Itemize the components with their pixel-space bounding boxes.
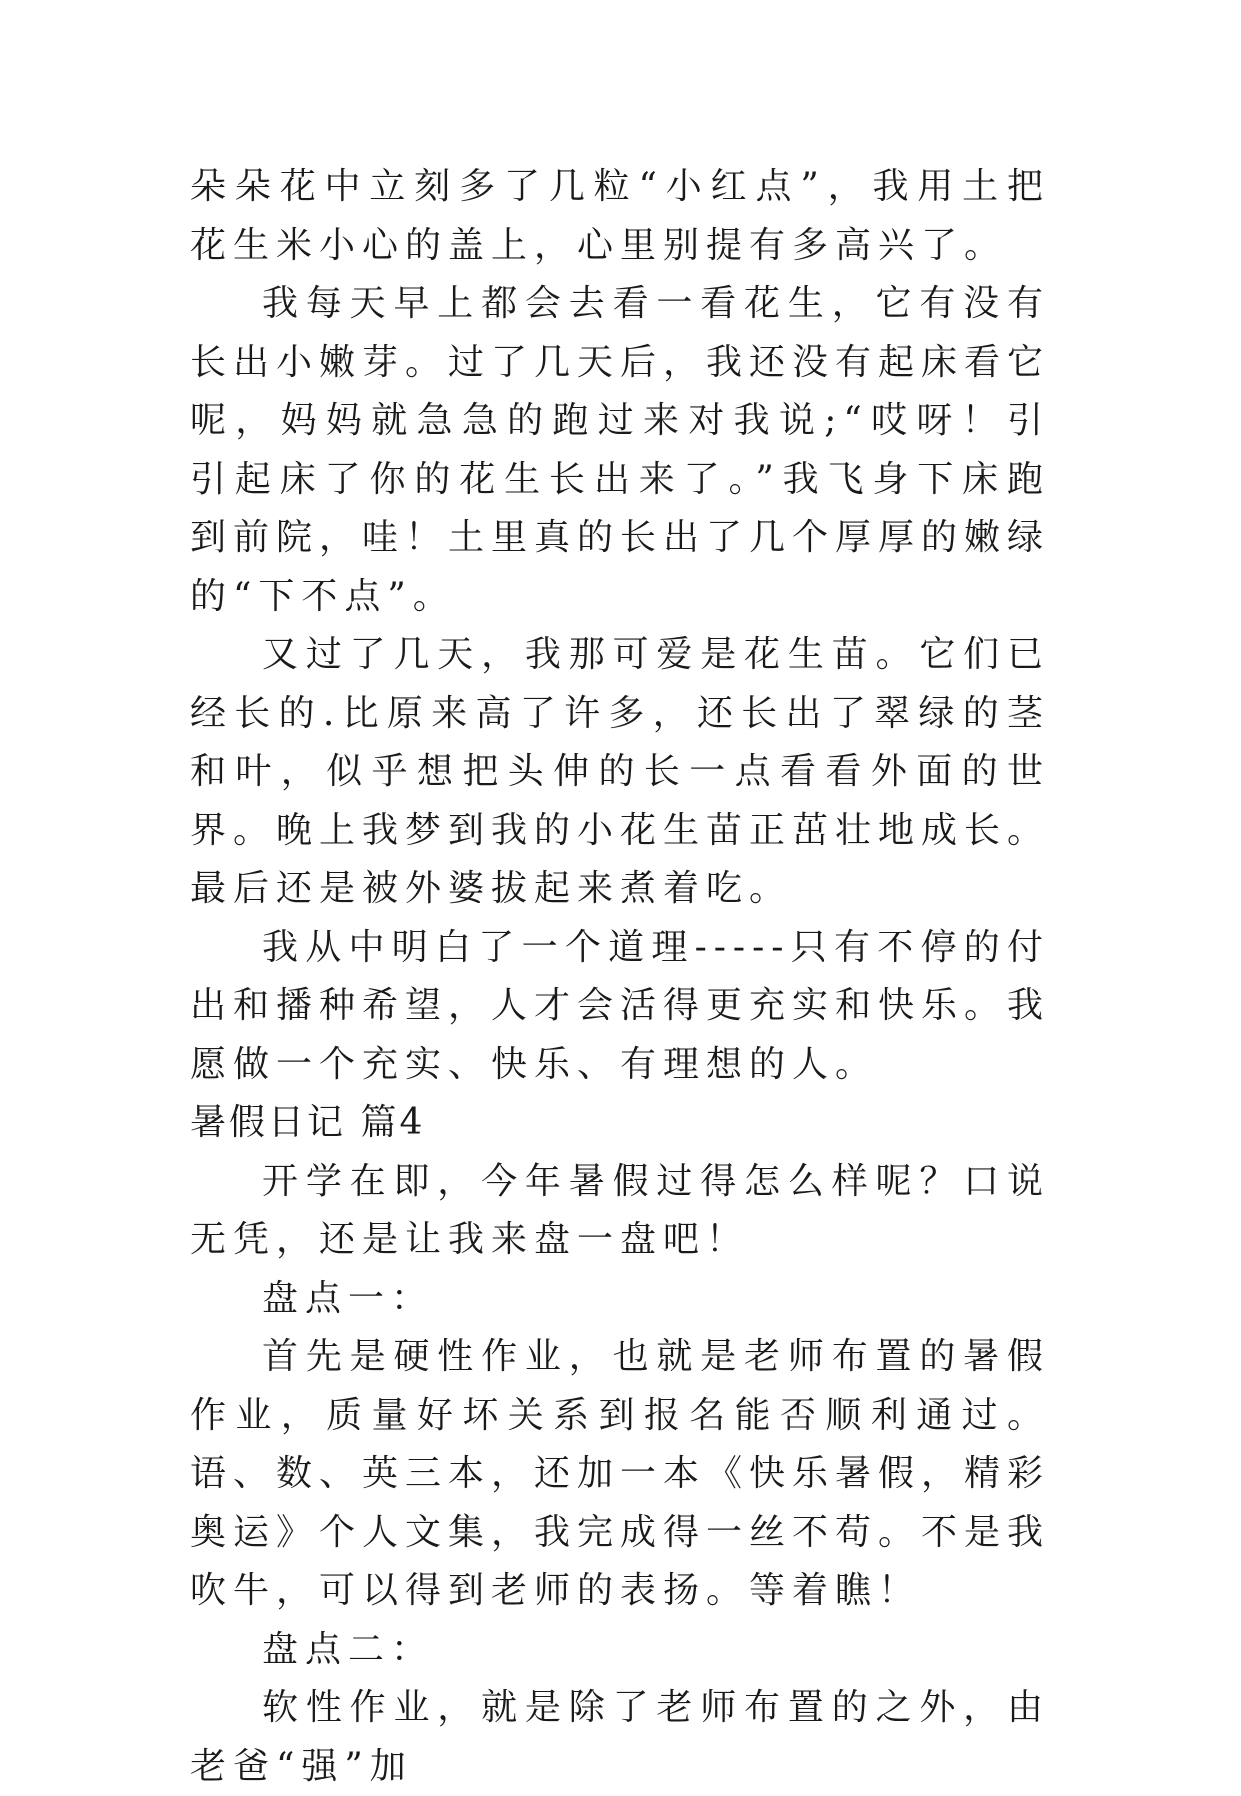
paragraph-6: 盘点一： [262, 1277, 435, 1319]
paragraph-5: 开学在即，今年暑假过得怎么样呢？口说无凭，还是让我来盘一盘吧！ [190, 1160, 1050, 1260]
paragraph-3: 又过了几天，我那可爱是花生苗。它们已经长的.比原来高了许多，还长出了翠绿的茎和叶，似乎想把头伸的长一点看看外面的世界。晚上我梦到我的小花生苗正茁壮地成长。最后还是被外婆拔起来煮着吃。 [190, 634, 1051, 909]
paragraph-2: 我每天早上都会去看一看花生，它有没有长出小嫩芽。过了几天后，我还没有起床看它呢，妈妈就急急的跑过来对我说;“哎呀！引引起床了你的花生长出来了。”我飞身下床跑到前院，哇！土里真的长出了几个厚厚的嫩绿的“下不点”。 [190, 283, 1051, 617]
paragraph-1: 朵朵花中立刻多了几粒“小红点”，我用土把花生米小心的盖上，心里别提有多高兴了。 [190, 166, 1050, 266]
paragraph-9: 软性作业，就是除了老师布置的之外，由老爸“强”加 [190, 1687, 1050, 1787]
paragraph-4: 我从中明白了一个道理-----只有不停的付出和播种希望，人才会活得更充实和快乐。我愿做一个充实、快乐、有理想的人。 [190, 926, 1051, 1085]
section-heading: 暑假日记 篇4 [190, 1102, 426, 1143]
document-body [190, 158, 1050, 1796]
paragraph-7: 首先是硬性作业，也就是老师布置的暑假作业，质量好坏关系到报名能否顺利通过。语、数、英三本，还加一本《快乐暑假，精彩奥运》个人文集，我完成得一丝不苟。不是我吹牛，可以得到老师的表扬。等着瞧！ [190, 1336, 1051, 1611]
paragraph-8: 盘点二： [262, 1628, 435, 1670]
